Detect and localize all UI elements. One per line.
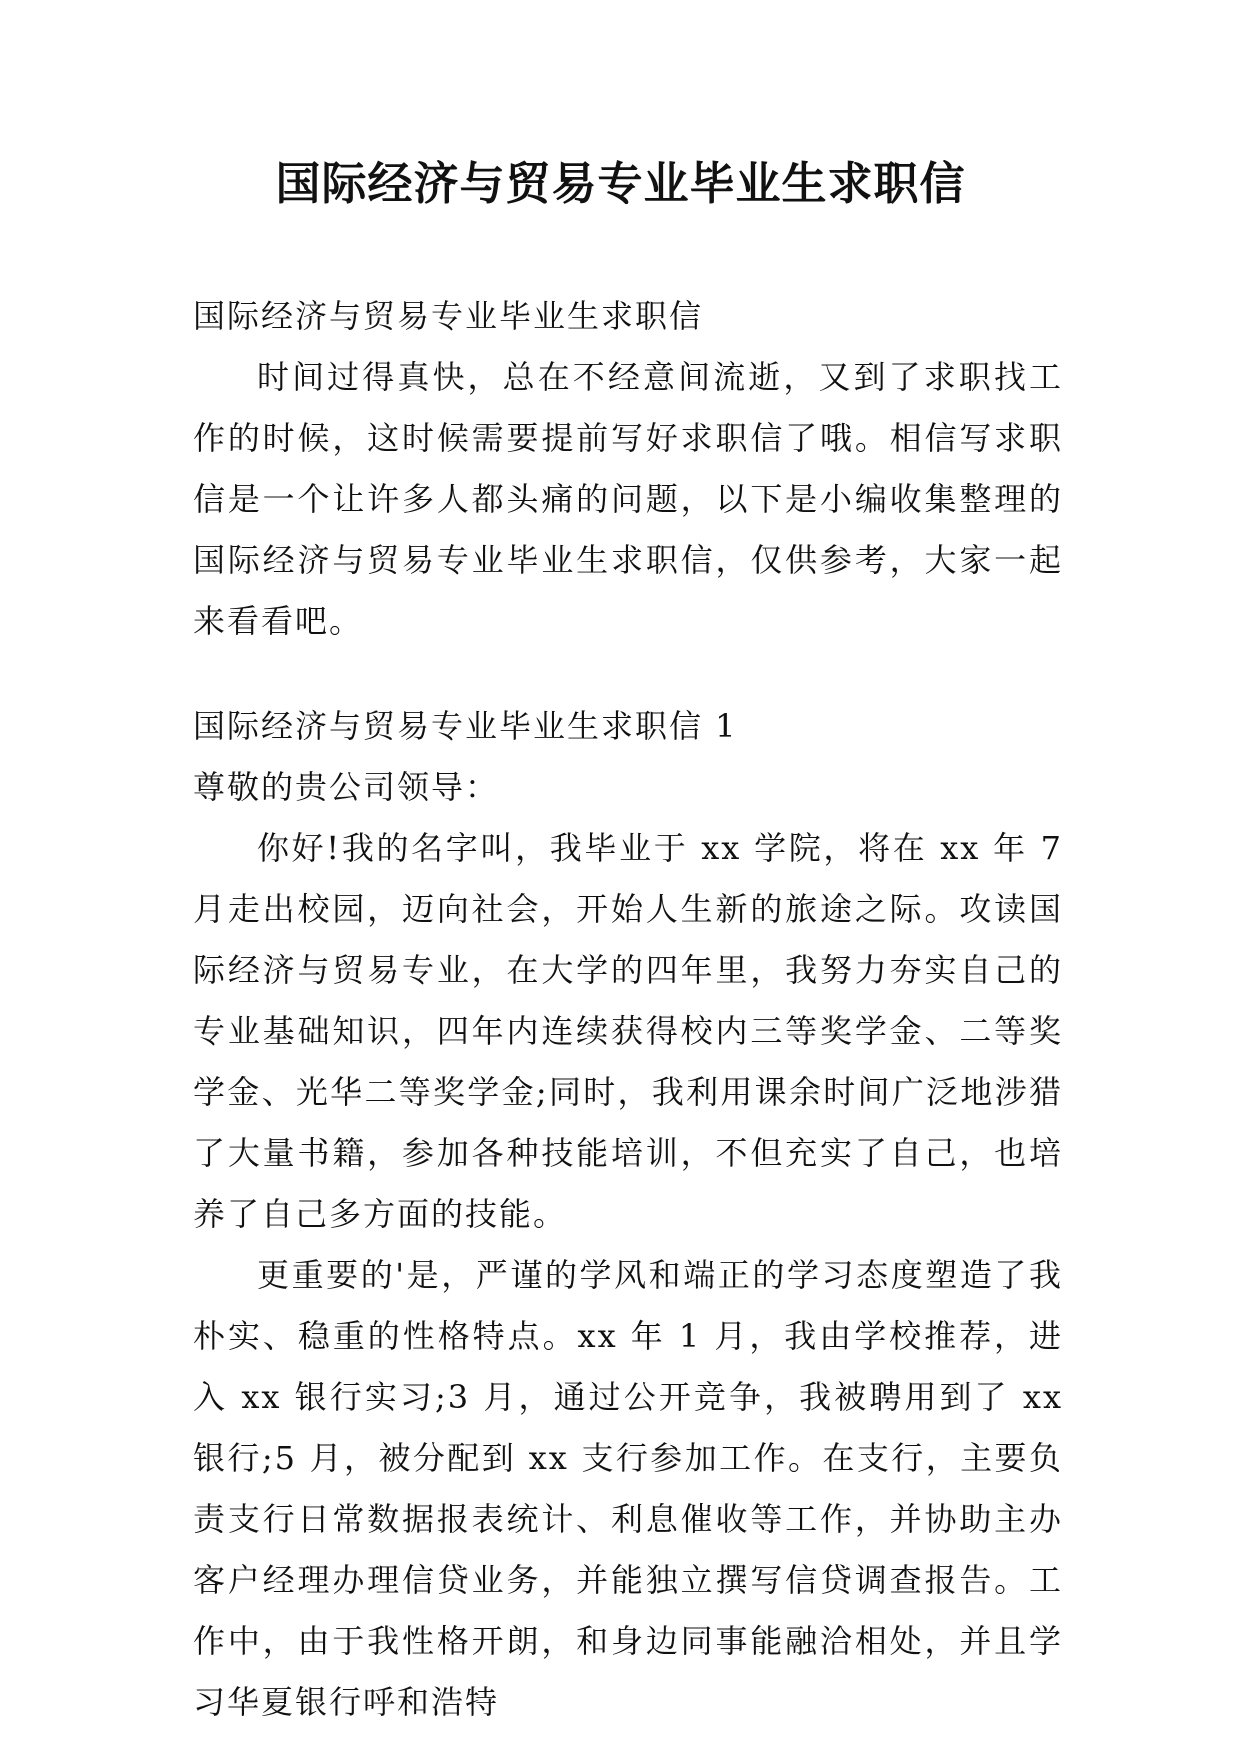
section-spacer: [193, 652, 1063, 696]
intro-paragraph: 时间过得真快，总在不经意间流逝，又到了求职找工作的时候，这时候需要提前写好求职信了哦。相信写求职信是一个让许多人都头痛的问题，以下是小编收集整理的国际经济与贸易专业毕业生求职信，仅供参考，大家一起来看看吧。: [193, 358, 1063, 640]
body-paragraph: 你好!我的名字叫，我毕业于 xx 学院，将在 xx 年 7 月走出校园，迈向社会，开始人生新的旅途之际。攻读国际经济与贸易专业，在大学的四年里，我努力夯实自己的专业基础知识，四年内连续获得校内三等奖学金、二等奖学金、光华二等奖学金;同时，我利用课余时间广泛地涉猎了大量书籍，参加各种技能培训，不但充实了自己，也培养了自己多方面的技能。: [193, 829, 1063, 1233]
body-paragraph: 更重要的'是，严谨的学风和端正的学习态度塑造了我朴实、稳重的性格特点。xx 年 1 月，我由学校推荐，进入 xx 银行实习;3 月，通过公开竞争，我被聘用到了 xx 银行;5 月，被分配到 xx 支行参加工作。在支行，主要负责支行日常数据报表统计、利息催收等工作，并协助主办客户经理办理信贷业务，并能独立撰写信贷调查报告。工作中，由于我性格开朗，和身边同事能融洽相处，并且学习华夏银行呼和浩特: [193, 1256, 1063, 1721]
document-title: 国际经济与贸易专业毕业生求职信: [275, 157, 966, 210]
document-body: [193, 286, 1063, 1733]
section-heading: 国际经济与贸易专业毕业生求职信: [193, 297, 704, 335]
letter-heading: 国际经济与贸易专业毕业生求职信 1: [193, 707, 738, 745]
salutation: 尊敬的贵公司领导：: [193, 768, 500, 806]
